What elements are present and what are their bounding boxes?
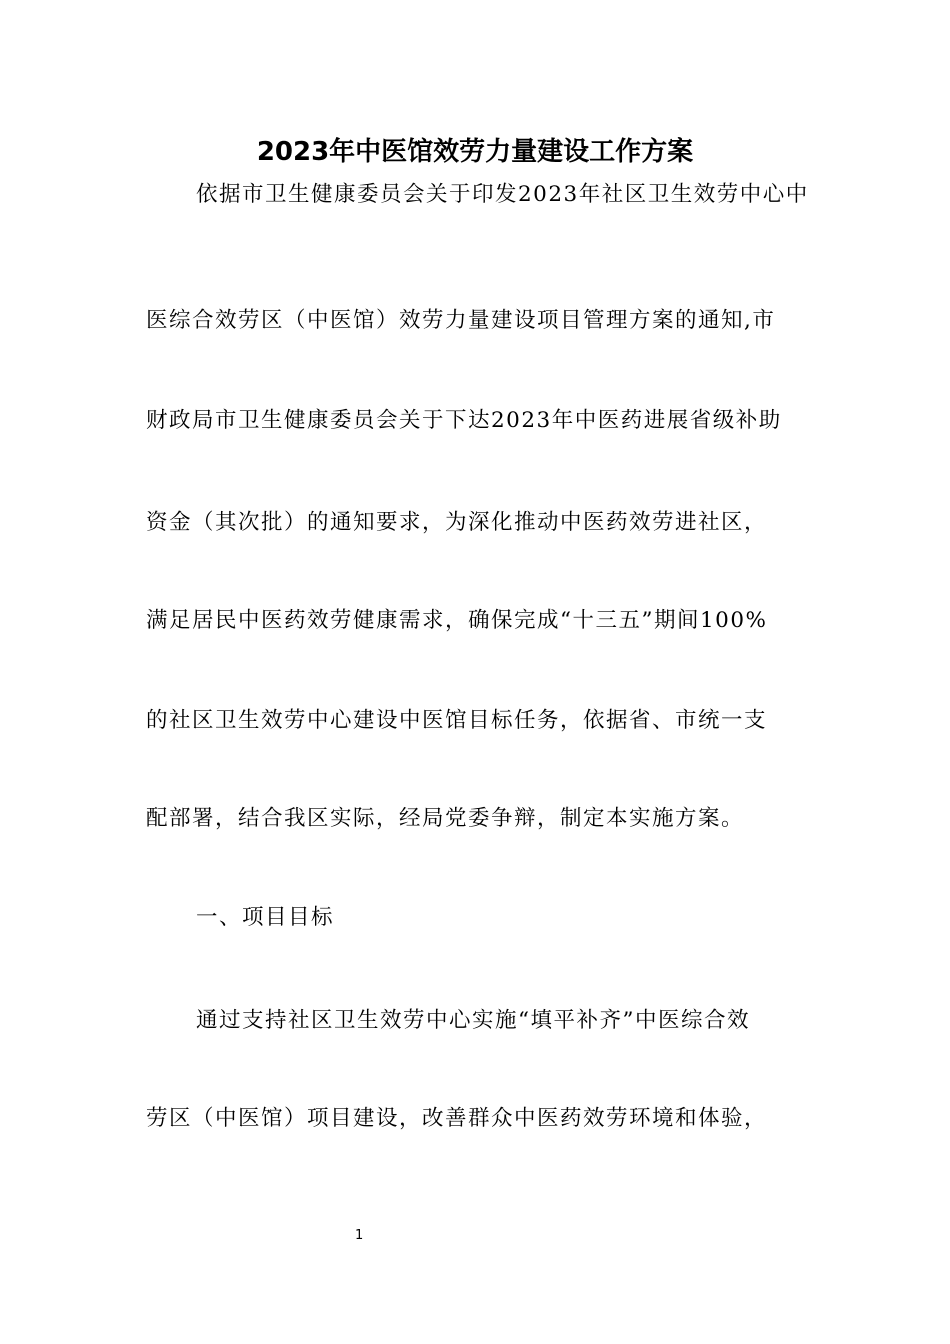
section-heading: 一、项目目标 [196,905,335,930]
paragraph-line: 配部署，结合我区实际，经局党委争辩，制定本实施方案。 [146,806,745,831]
page-number: 1 [355,1228,364,1243]
paragraph-line: 医综合效劳区（中医馆）效劳力量建设项目管理方案的通知,市 [146,308,776,333]
paragraph-line: 依据市卫生健康委员会关于印发2023年社区卫生效劳中心中 [196,182,809,207]
paragraph-line: 的社区卫生效劳中心建设中医馆目标任务，依据省、市统一支 [146,708,768,733]
paragraph-line: 劳区（中医馆）项目建设，改善群众中医药效劳环境和体验， [146,1106,768,1131]
paragraph-line: 财政局市卫生健康委员会关于下达2023年中医药进展省级补助 [146,408,782,433]
paragraph-line: 通过支持社区卫生效劳中心实施“填平补齐”中医综合效 [196,1008,750,1033]
document-title: 2023年中医馆效劳力量建设工作方案 [256,137,694,167]
paragraph-line: 满足居民中医药效劳健康需求，确保完成“十三五”期间100% [146,608,768,633]
paragraph-line: 资金（其次批）的通知要求，为深化推动中医药效劳进社区， [146,510,768,535]
